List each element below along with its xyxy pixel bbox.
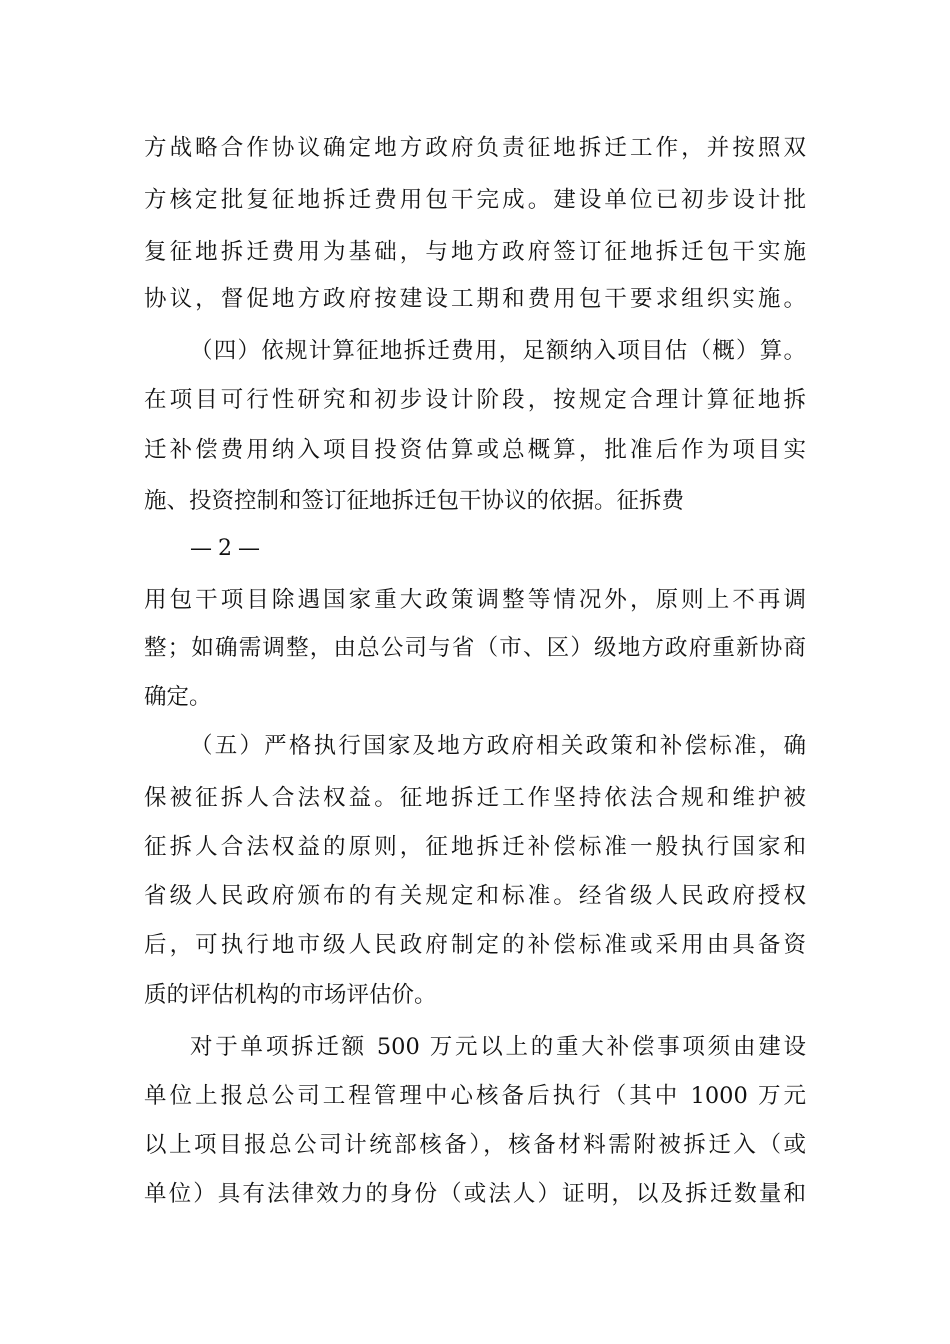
paragraph-line: 协议，督促地方政府按建设工期和费用包干要求组织实施。	[144, 286, 806, 312]
paragraph-first-line: 对于单项拆迁额 500 万元以上的重大补偿事项须由建设	[190, 1034, 806, 1060]
paragraph-line: 方核定批复征地拆迁费用包干完成。建设单位已初步设计批	[144, 187, 806, 213]
paragraph-line: 迁补偿费用纳入项目投资估算或总概算，批准后作为项目实	[144, 437, 806, 463]
paragraph-line: 征拆人合法权益的原则，征地拆迁补偿标准一般执行国家和	[144, 834, 806, 860]
page-number: —2—	[190, 536, 266, 561]
paragraph-line: 后，可执行地市级人民政府制定的补偿标准或采用由具备资	[144, 932, 806, 958]
paragraph-line: 在项目可行性研究和初步设计阶段，按规定合理计算征地拆	[144, 387, 806, 413]
paragraph-line: 方战略合作协议确定地方政府负责征地拆迁工作，并按照双	[144, 135, 806, 161]
paragraph-line: 保被征拆人合法权益。征地拆迁工作坚持依法合规和维护被	[144, 785, 806, 811]
section-heading-line: （四）依规计算征地拆迁费用，足额纳入项目估（概）算。	[190, 338, 806, 364]
paragraph-line: 以上项目报总公司计统部核备），核备材料需附被拆迁入（或	[144, 1132, 806, 1158]
paragraph-line: 施、投资控制和签订征地拆迁包干协议的依据。征拆费	[144, 488, 685, 514]
paragraph-line: 用包干项目除遇国家重大政策调整等情况外，原则上不再调	[144, 587, 806, 613]
paragraph-line: 省级人民政府颁布的有关规定和标准。经省级人民政府授权	[144, 883, 806, 909]
paragraph-line: 确定。	[144, 684, 212, 710]
paragraph-line: 单位上报总公司工程管理中心核备后执行（其中 1000 万元	[144, 1083, 806, 1109]
section-heading-line: （五）严格执行国家及地方政府相关政策和补偿标准，确	[190, 733, 806, 759]
paragraph-line: 复征地拆迁费用为基础，与地方政府签订征地拆迁包干实施	[144, 239, 806, 265]
paragraph-line: 整；如确需调整，由总公司与省（市、区）级地方政府重新协商	[144, 635, 806, 661]
paragraph-line: 质的评估机构的市场评估价。	[144, 982, 437, 1008]
paragraph-line: 单位）具有法律效力的身份（或法人）证明，以及拆迁数量和	[144, 1181, 806, 1207]
